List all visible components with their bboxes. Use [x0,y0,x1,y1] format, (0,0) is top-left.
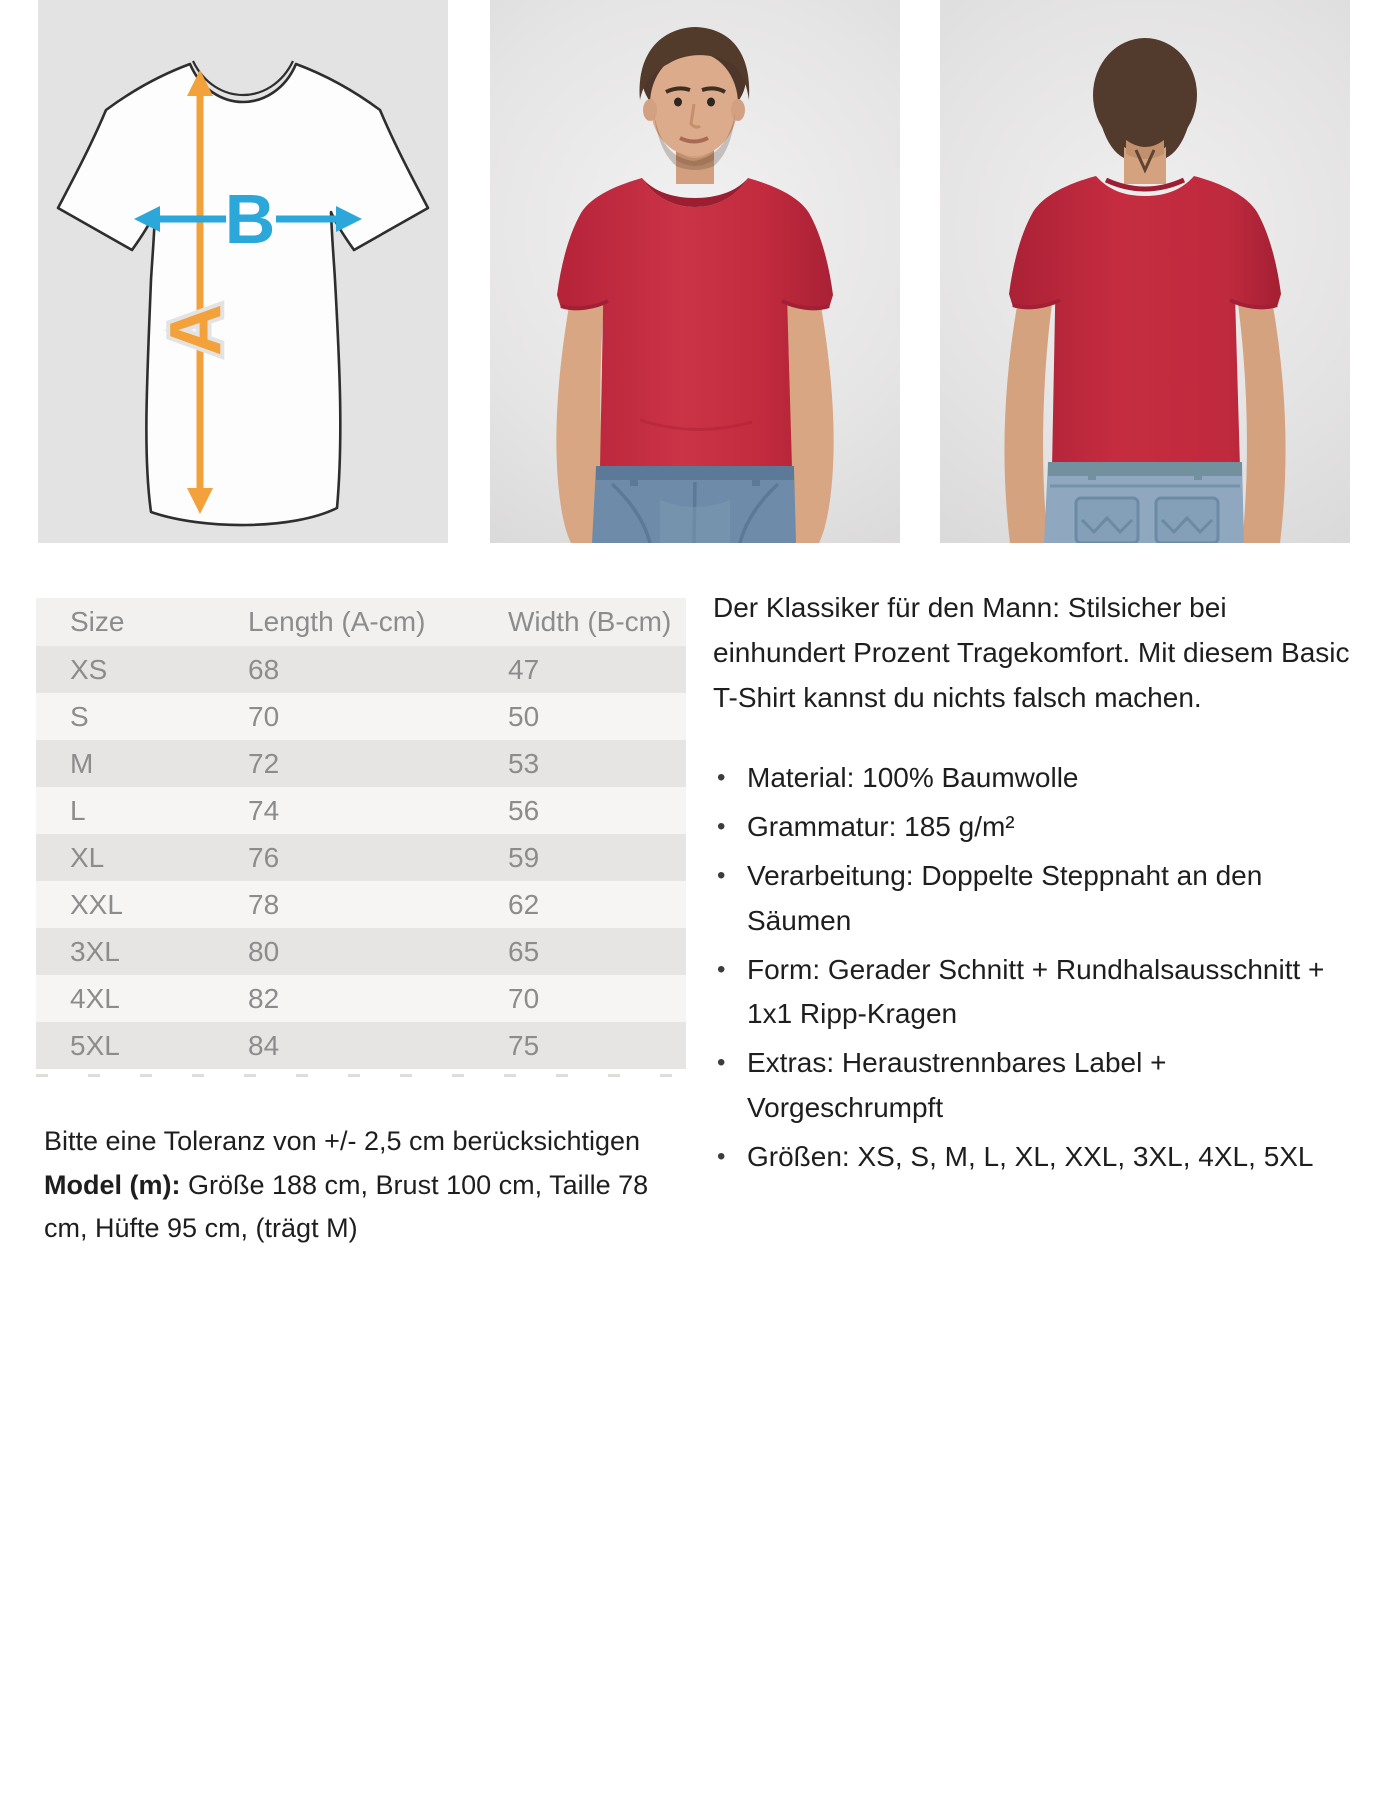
width-cell: 56 [508,794,540,826]
col-header-length: Length (A-cm) [248,606,426,637]
size-table-header [36,598,686,646]
width-cell: 75 [508,1029,540,1061]
length-cell: 84 [248,1029,280,1061]
measure-label-a: A [156,304,236,356]
size-cell: M [70,747,94,779]
size-cell: 5XL [70,1029,120,1061]
width-cell: 70 [508,982,540,1014]
model-note-text: Größe 188 cm, Brust 100 cm, Taille 78 cm, Hüfte 95 cm, (trägt M) [44,1169,649,1244]
tolerance-note: Bitte eine Toleranz von +/- 2,5 cm berücksichtigen [44,1126,641,1156]
tshirt-outline [58,64,428,525]
list-item: • Extras: Heraustrennbares Label + Vorgeschrumpft [713,1041,1353,1131]
size-cell: XL [70,841,105,873]
model-back-illustration [940,0,1350,543]
model-front-illustration [490,0,900,543]
measure-label-b: B [224,180,276,258]
width-cell: 50 [508,700,540,732]
length-cell: 70 [248,700,280,732]
feature-list [713,756,1353,1179]
length-cell: 72 [248,747,280,779]
length-cell: 82 [248,982,280,1014]
list-item: • Material: 100% Baumwolle [713,756,1353,801]
list-item: • Grammatur: 185 g/m² [713,805,1353,850]
tshirt-measure-diagram [38,0,448,543]
width-cell: 65 [508,935,540,967]
list-item: • Form: Gerader Schnitt + Rundhalsausschnitt + 1x1 Ripp-Kragen [713,948,1353,1038]
col-header-width: Width (B-cm) [508,606,672,637]
model-note [44,1164,664,1251]
bullet-icon: • [717,861,726,889]
bullet-icon: • [717,764,726,792]
length-cell: 76 [248,841,280,873]
model-note-label: Model (m): [44,1169,181,1200]
table-row [36,740,686,787]
size-cell: XS [70,653,108,685]
width-cell: 53 [508,747,540,779]
length-cell: 80 [248,935,280,967]
table-row [36,975,686,1022]
length-cell: 74 [248,794,280,826]
table-row [36,787,686,834]
table-row [36,928,686,975]
table-row [36,881,686,928]
list-item: • Größen: XS, S, M, L, XL, XXL, 3XL, 4XL, 5XL [713,1135,1353,1180]
size-cell: 3XL [70,935,120,967]
bullet-icon: • [717,1049,726,1077]
table-bottom-dashes [36,1074,686,1077]
col-header-size: Size [70,606,125,637]
table-row [36,693,686,740]
product-description [713,586,1353,1184]
measurement-notes [44,1120,664,1251]
width-cell: 59 [508,841,540,873]
size-cell: S [70,700,89,732]
table-row [36,834,686,881]
description-intro: Der Klassiker für den Mann: Stilsicher bei einhundert Prozent Tragekomfort. Mit diesem Basic T-Shirt kannst du nichts falsch machen. [713,592,1350,713]
size-table [36,598,686,1069]
length-cell: 68 [248,653,280,685]
bullet-icon: • [717,813,726,841]
size-cell: 4XL [70,982,120,1014]
length-cell: 78 [248,888,280,920]
list-item: • Verarbeitung: Doppelte Steppnaht an den Säumen [713,854,1353,944]
table-row [36,1022,686,1069]
bullet-icon: • [717,955,726,983]
size-cell: L [70,794,86,826]
size-diagram-panel [38,0,448,543]
product-photo-back [940,0,1350,543]
bullet-icon: • [717,1142,726,1170]
width-cell: 47 [508,653,540,685]
product-photo-front [490,0,900,543]
size-cell: XXL [70,888,123,920]
table-row [36,646,686,693]
width-cell: 62 [508,888,540,920]
